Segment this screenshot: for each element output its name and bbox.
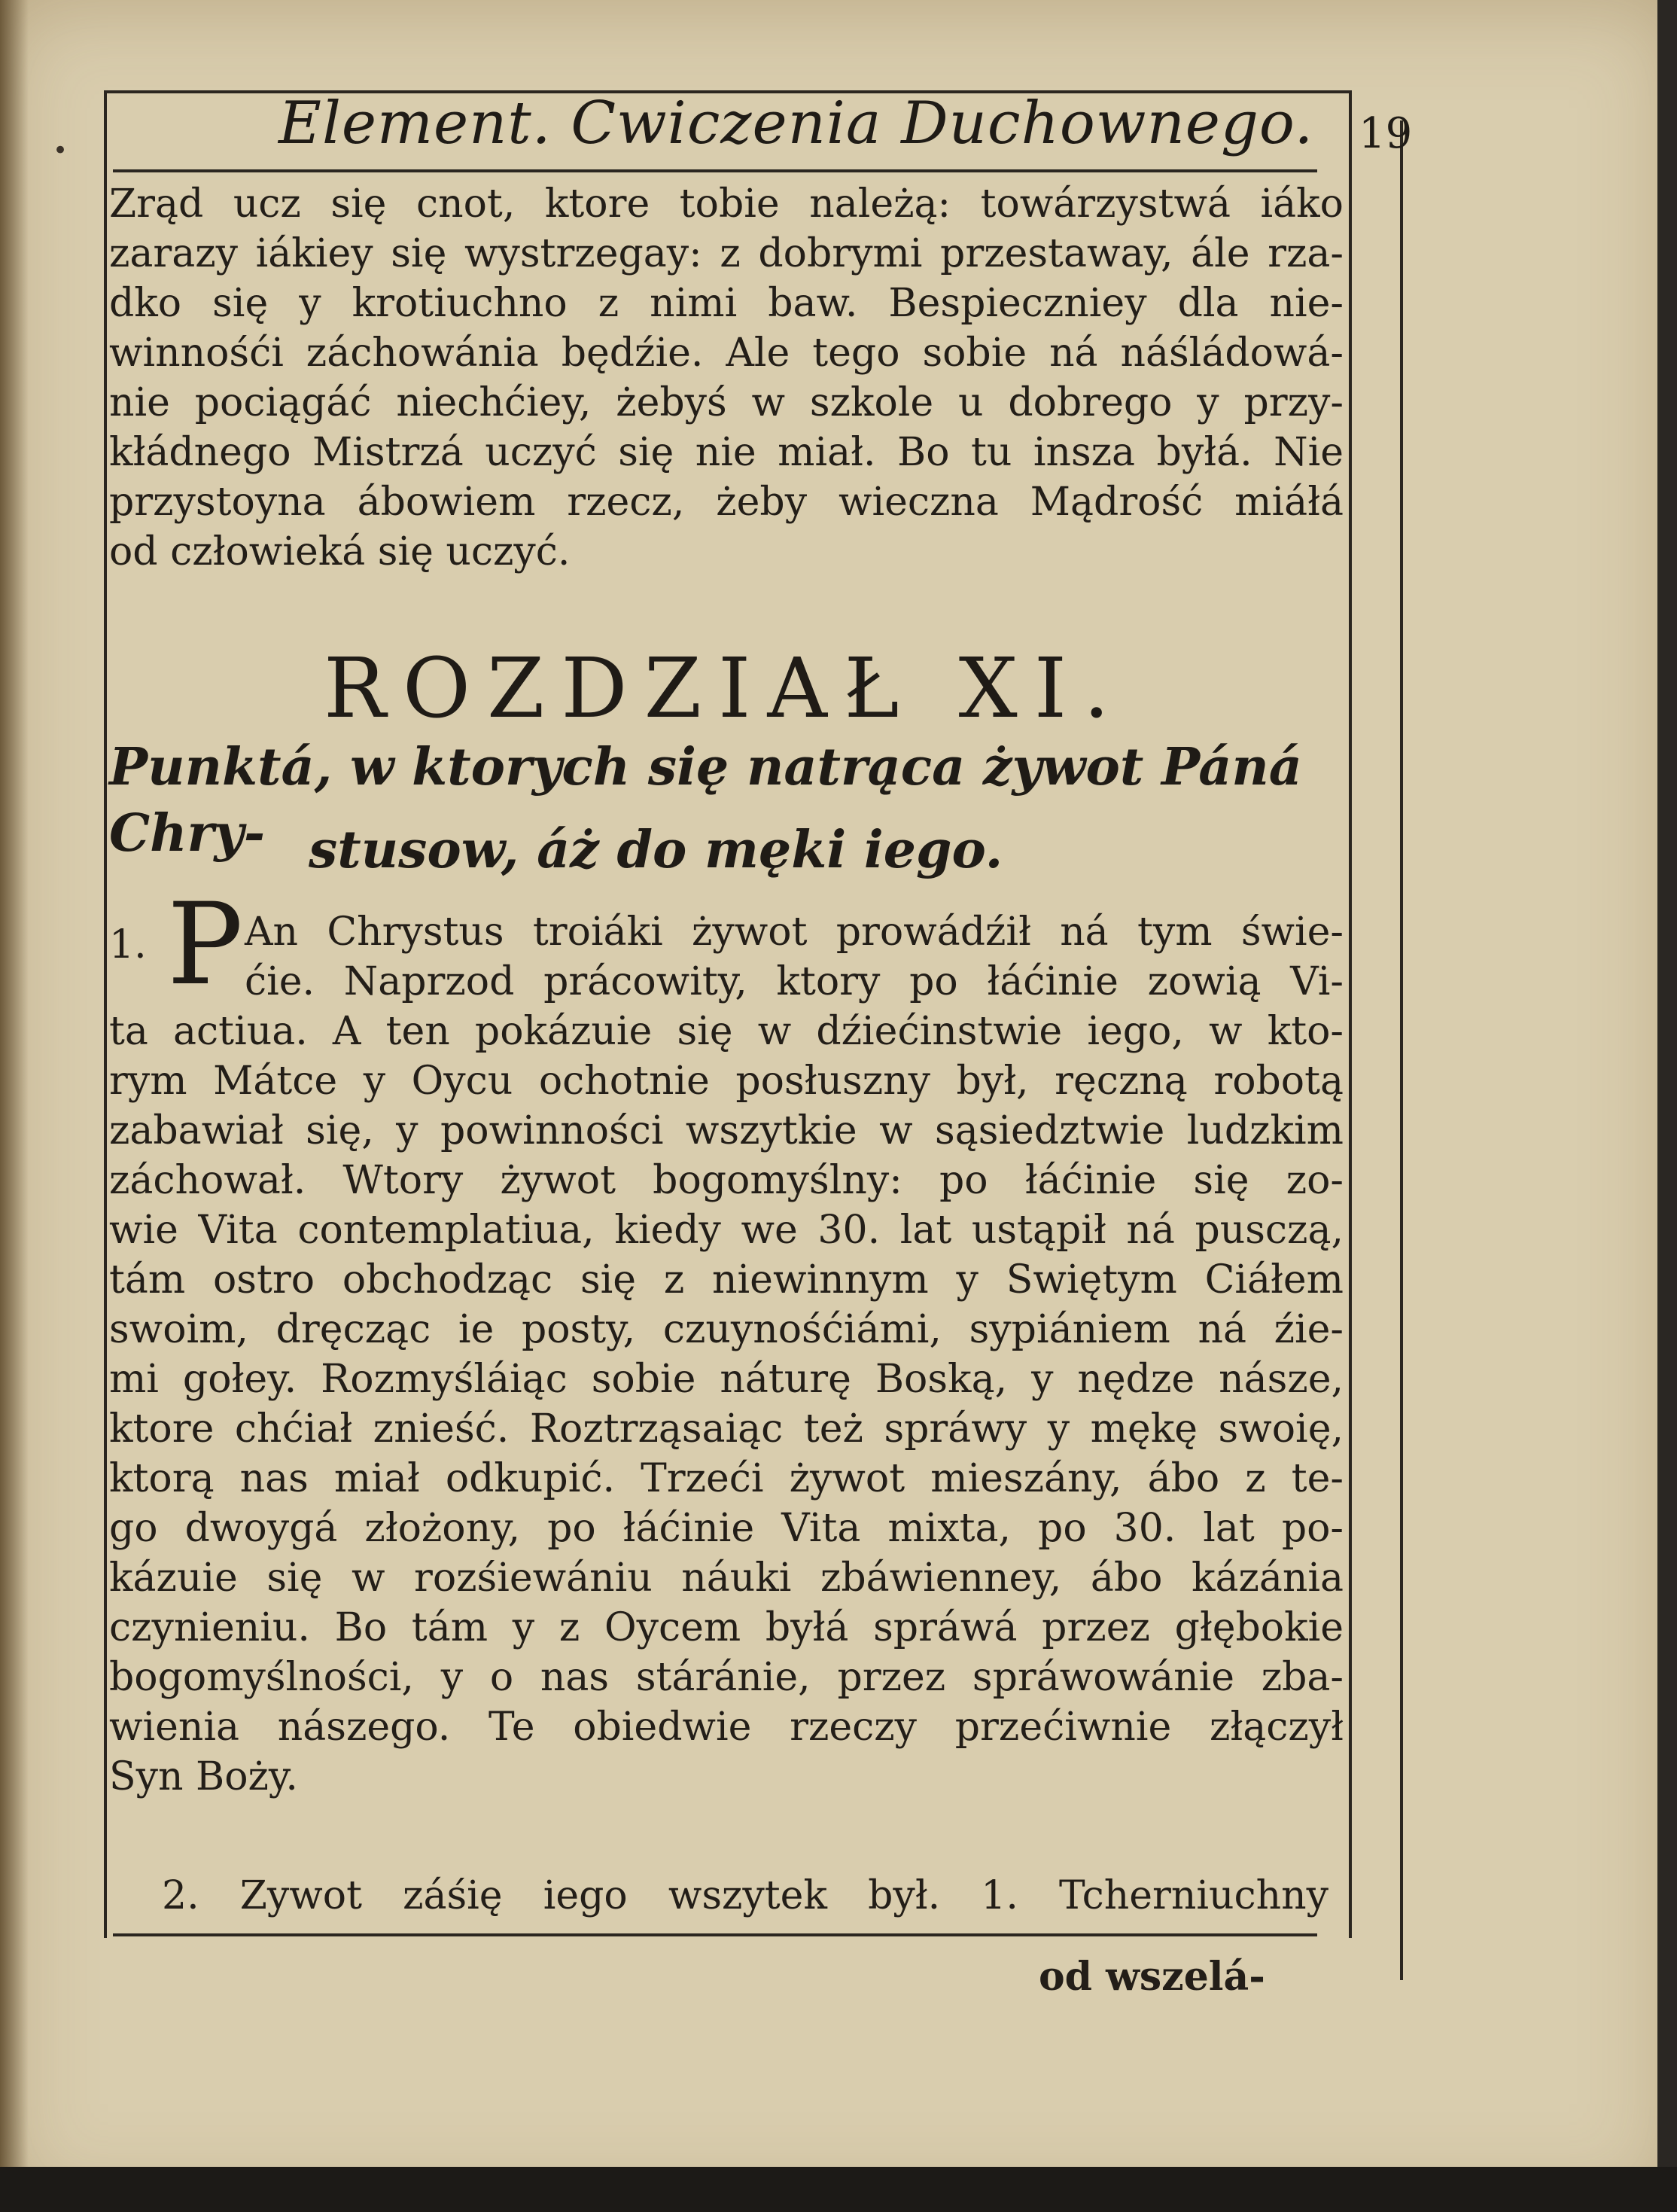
text-line: zarazy iákiey się wystrzegay: z dobrymi przestaway, ále rza-: [109, 231, 1344, 276]
text-line: dko się y krotiuchno z nimi baw. Bespieczniey dla nie-: [109, 281, 1344, 326]
closing-rule: [113, 1933, 1317, 1936]
section-number: 1.: [109, 922, 147, 967]
text-line: rym Mátce y Oycu ochotnie posłuszny był, ręczną robotą: [109, 1059, 1344, 1104]
paragraph-1: [109, 179, 1344, 577]
page-bottom-edge: [0, 2167, 1677, 2212]
text-line: od człowieká się uczyć.: [109, 529, 571, 574]
text-line: nie pociągáć niechćiey, żebyś w szkole u dobrego y przy-: [109, 380, 1344, 425]
text-line: go dwoygá złożony, po łáćinie Vita mixta, po 30. lat po-: [109, 1506, 1344, 1551]
chapter-subtitle-line-1: Punktá, w ktorych się natrąca żywot Páná Chry-: [109, 737, 1302, 864]
text-line: ćie. Naprzod prácowity, ktory po łáćinie zowią Vi-: [245, 959, 1344, 1004]
gutter-shadow: [0, 0, 29, 2212]
catchword: od wszelá-: [1039, 1954, 1265, 2000]
text-line: ktore chćiał znieść. Roztrząsaiąc też spráwy y mękę swoię,: [109, 1406, 1344, 1452]
section-1-text: [109, 907, 1344, 1802]
text-line: ktorą nas miał odkupić. Trzeći żywot mieszány, ábo z te-: [109, 1456, 1344, 1501]
text-line: An Chrystus troiáki żywot prowádźił ná tym świe-: [245, 909, 1344, 955]
text-line: mi gołey. Rozmyśláiąc sobie náturę Boską, y nędze násze,: [109, 1357, 1344, 1402]
drop-cap: P: [167, 879, 243, 1010]
page-edge: [1657, 0, 1677, 2212]
text-line: zabawiał się, y powinności wszytkie w sąsiedztwie ludzkim: [109, 1108, 1344, 1153]
page-header: [113, 79, 1413, 173]
outer-rule: [1400, 120, 1403, 1980]
text-line: wienia nászego. Te obiedwie rzeczy przećiwnie złączył: [109, 1705, 1344, 1750]
running-title: Element. Cwiczenia Duchownego.: [278, 90, 1314, 157]
text-line: przystoyna ábowiem rzecz, żeby wieczna Mądrość miáłá: [109, 480, 1344, 525]
text-line: winnośći záchowánia będźie. Ale tego sobie ná náśládowá-: [109, 331, 1344, 376]
margin-dot: •: [53, 136, 68, 166]
text-line: czynieniu. Bo tám y z Oycem byłá spráwá przez głębokie: [109, 1605, 1344, 1650]
text-line: kázuie się w rozśiewániu náuki zbáwienney, ábo kázánia: [109, 1555, 1344, 1601]
text-line: Zrąd ucz się cnot, ktore tobie należą: towárzystwá iáko: [109, 181, 1344, 227]
text-line: kłádnego Mistrzá uczyć się nie miał. Bo tu insza byłá. Nie: [109, 430, 1344, 475]
text-line: ta actiua. A ten pokázuie się w dźiećinstwie iego, w kto-: [109, 1009, 1344, 1054]
chapter-title: ROZDZIAŁ XI.: [324, 640, 1127, 736]
text-line: bogomyślności, y o nas stáránie, przez spráwowánie zba-: [109, 1655, 1344, 1700]
header-rule: [113, 169, 1317, 172]
text-line: tám ostro obchodząc się z niewinnym y Swiętym Ciáłem: [109, 1257, 1344, 1303]
text-line: záchował. Wtory żywot bogomyślny: po łáćinie się zo-: [109, 1158, 1344, 1203]
text-line: wie Vita contemplatiua, kiedy we 30. lat ustąpił ná pusczą,: [109, 1208, 1344, 1253]
chapter-subtitle-line-2: stusow, áż do męki iego.: [309, 820, 1003, 880]
section-2-line: 2. Zywot záśię iego wszytek był. 1. Tcherniuchny: [162, 1873, 1329, 1918]
page-number: 19: [1359, 109, 1413, 158]
text-line: Syn Boży.: [109, 1754, 298, 1799]
text-line: swoim, dręcząc ie posty, czuynośćiámi, sypiániem ná źie-: [109, 1307, 1344, 1352]
